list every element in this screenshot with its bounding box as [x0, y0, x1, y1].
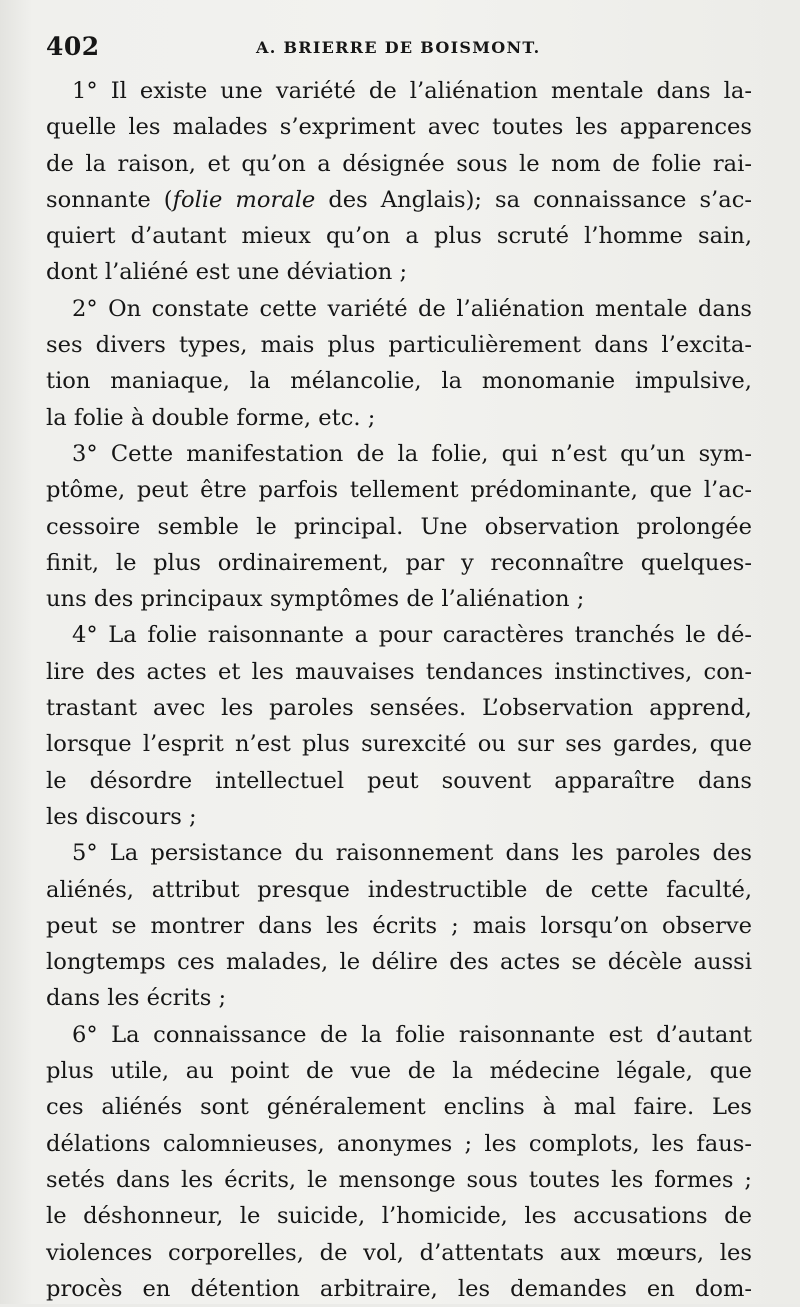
running-head: A. BRIERRE DE BOISMONT.: [256, 38, 541, 57]
text-line: lorsque l’esprit n’est plus surexcité ou sur ses gardes, que: [46, 731, 752, 758]
body-text: [46, 73, 752, 1307]
text-line: les discours ;: [46, 803, 197, 830]
paragraph: [46, 835, 752, 1016]
text-line: 4° La folie raisonnante a pour caractères tranchés le dé-: [72, 622, 752, 649]
text-line: 1° Il existe une variété de l’aliénation mentale dans la-: [72, 78, 752, 104]
text-line: le déshonneur, le suicide, l’homicide, les accusations de: [46, 1203, 752, 1230]
text-line: 3° Cette manifestation de la folie, qui n’est qu’un sym-: [72, 440, 752, 467]
page-number: 402: [46, 32, 100, 61]
text-line: ses divers types, mais plus particulièrement dans l’excita-: [46, 332, 752, 359]
text-line: trastant avec les paroles sensées. L’observation apprend,: [46, 695, 752, 722]
text-line: de la raison, et qu’on a désignée sous le nom de folie rai-: [46, 150, 752, 177]
text-line: ptôme, peut être parfois tellement prédominante, que l’ac-: [46, 477, 752, 504]
text-line: ces aliénés sont généralement enclins à mal faire. Les: [46, 1094, 752, 1121]
text-line: quiert d’autant mieux qu’on a plus scruté l’homme sain,: [46, 223, 752, 250]
text-line: uns des principaux symptômes de l’aliénation ;: [46, 586, 585, 613]
text-run: des Anglais); sa connaissance s’ac-: [315, 186, 752, 213]
text-line: 2° On constate cette variété de l’aliénation mentale dans: [72, 295, 752, 322]
text-line: le désordre intellectuel peut souvent apparaître dans: [46, 767, 752, 794]
italic-term: folie morale: [172, 186, 316, 213]
text-line: setés dans les écrits, le mensonge sous toutes les formes ;: [46, 1166, 752, 1193]
text-line: [46, 182, 752, 218]
text-line: aliénés, attribut presque indestructible de cette faculté,: [46, 876, 752, 903]
text-line: dans les écrits ;: [46, 985, 227, 1012]
text-line: quelle les malades s’expriment avec toutes les apparences: [46, 114, 752, 141]
page-header: [46, 32, 760, 72]
paragraph: [46, 73, 752, 291]
text-line: 5° La persistance du raisonnement dans les paroles des: [72, 840, 752, 867]
text-line: plus utile, au point de vue de la médecine légale, que: [46, 1058, 752, 1085]
text-line: tion maniaque, la mélancolie, la monomanie impulsive,: [46, 368, 752, 395]
paragraph: [46, 436, 752, 617]
text-line: finit, le plus ordinairement, par y reconnaître quelques-: [46, 549, 752, 576]
text-line: la folie à double forme, etc. ;: [46, 404, 376, 431]
text-line: cessoire semble le principal. Une observation prolongée: [46, 513, 752, 540]
text-line: procès en détention arbitraire, les demandes en dom-: [46, 1275, 752, 1302]
text-run: sonnante (: [46, 186, 173, 213]
text-line: lire des actes et les mauvaises tendances instinctives, con-: [46, 658, 752, 685]
text-line: 6° La connaissance de la folie raisonnante est d’autant: [72, 1021, 752, 1048]
paragraph: [46, 291, 752, 436]
text-line: peut se montrer dans les écrits ; mais lorsqu’on observe: [46, 912, 752, 939]
text-line: violences corporelles, de vol, d’attentats aux mœurs, les: [46, 1239, 752, 1266]
paragraph: [46, 1017, 752, 1307]
paragraph: [46, 617, 752, 835]
text-line: délations calomnieuses, anonymes ; les complots, les faus-: [46, 1130, 752, 1157]
text-line: longtemps ces malades, le délire des actes se décèle aussi: [46, 949, 752, 976]
text-line: dont l’aliéné est une déviation ;: [46, 259, 408, 286]
